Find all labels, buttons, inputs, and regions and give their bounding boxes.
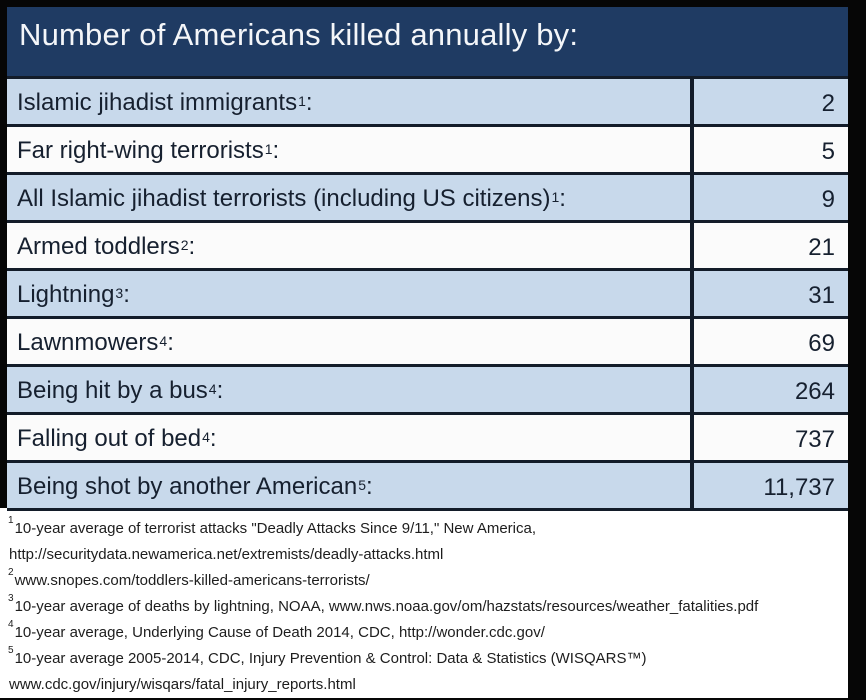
footnote-sup: 3 bbox=[8, 594, 14, 604]
row-label-colon: : bbox=[216, 377, 224, 404]
footnote-marker: 5 bbox=[358, 477, 367, 493]
footnote-text: http://securitydata.newamerica.net/extremists/deadly-attacks.html bbox=[9, 546, 444, 563]
footnote-marker: 4 bbox=[208, 381, 217, 397]
table-row bbox=[7, 364, 848, 412]
row-value: 11,737 bbox=[690, 463, 848, 508]
table-row bbox=[7, 172, 848, 220]
row-label-text: Armed toddlers bbox=[17, 233, 180, 260]
frame-top bbox=[0, 0, 866, 7]
row-value: 5 bbox=[690, 127, 848, 172]
row-label-text: Lightning bbox=[17, 281, 115, 308]
footnote-sup: 1 bbox=[8, 516, 14, 526]
row-label-text: All Islamic jihadist terrorists (including US citizens) bbox=[17, 185, 551, 212]
row-label-colon: : bbox=[272, 137, 280, 164]
table-row bbox=[7, 124, 848, 172]
row-label-text: Islamic jihadist immigrants bbox=[17, 89, 298, 116]
table-row bbox=[7, 268, 848, 316]
row-label-text: Lawnmowers bbox=[17, 329, 159, 356]
table-title-bar bbox=[7, 7, 848, 76]
footnote-line bbox=[8, 620, 848, 646]
row-value: 2 bbox=[690, 79, 848, 124]
row-label bbox=[7, 175, 690, 220]
footnote-sup: 4 bbox=[8, 620, 14, 630]
row-label-colon: : bbox=[167, 329, 174, 356]
footnotes-section bbox=[0, 511, 848, 698]
footnote-sup: 2 bbox=[8, 568, 14, 578]
statistics-table bbox=[7, 76, 848, 512]
row-label bbox=[7, 127, 690, 172]
footnote-text: www.snopes.com/toddlers-killed-americans-terrorists/ bbox=[14, 572, 370, 589]
footnote-line bbox=[8, 594, 848, 620]
row-label-text: Far right-wing terrorists bbox=[17, 137, 264, 164]
table-row bbox=[7, 76, 848, 124]
row-label-text: Being hit by a bus bbox=[17, 377, 208, 404]
row-label-colon: : bbox=[188, 233, 196, 260]
row-value: 9 bbox=[690, 175, 848, 220]
footnote-line bbox=[8, 672, 848, 698]
table-row bbox=[7, 316, 848, 364]
row-label bbox=[7, 415, 690, 460]
footnote-text: 10-year average, Underlying Cause of Death 2014, CDC, http://wonder.cdc.gov/ bbox=[14, 624, 545, 641]
row-label bbox=[7, 223, 690, 268]
row-value: 69 bbox=[690, 319, 848, 364]
footnote-line bbox=[8, 646, 848, 672]
footnote-marker: 3 bbox=[115, 285, 124, 301]
row-value: 264 bbox=[690, 367, 848, 412]
footnote-marker: 2 bbox=[180, 237, 189, 253]
row-label-colon: : bbox=[209, 425, 217, 452]
footnote-marker: 1 bbox=[298, 93, 306, 109]
footnote-text: www.cdc.gov/injury/wisqars/fatal_injury_reports.html bbox=[9, 676, 356, 693]
row-label bbox=[7, 319, 690, 364]
table-row bbox=[7, 220, 848, 268]
footnote-marker: 1 bbox=[264, 141, 273, 157]
row-label bbox=[7, 271, 690, 316]
row-label bbox=[7, 367, 690, 412]
row-label-colon: : bbox=[366, 473, 373, 500]
row-label bbox=[7, 79, 690, 124]
page-title: Number of Americans killed annually by: bbox=[19, 17, 579, 52]
row-value: 737 bbox=[690, 415, 848, 460]
footnote-text: 10-year average of deaths by lightning, NOAA, www.nws.noaa.gov/om/hazstats/resources/weather_fatalities.pdf bbox=[14, 598, 759, 615]
row-label bbox=[7, 463, 690, 508]
frame-right bbox=[848, 0, 866, 700]
row-label-text: Falling out of bed bbox=[17, 425, 202, 452]
row-label-text: Being shot by another American bbox=[17, 473, 358, 500]
footnote-marker: 4 bbox=[202, 429, 210, 445]
footnote-text: 10-year average of terrorist attacks "Deadly Attacks Since 9/11," New America, bbox=[14, 520, 536, 537]
footnote-line bbox=[8, 542, 848, 568]
footnote-marker: 1 bbox=[551, 189, 560, 205]
row-label-colon: : bbox=[305, 89, 313, 116]
row-value: 21 bbox=[690, 223, 848, 268]
row-value: 31 bbox=[690, 271, 848, 316]
frame-left bbox=[0, 0, 7, 508]
footnote-text: 10-year average 2005-2014, CDC, Injury Prevention & Control: Data & Statistics (WISQARS™) bbox=[14, 650, 647, 667]
footnote-line bbox=[8, 516, 848, 542]
footnote-line bbox=[8, 568, 848, 594]
footnote-marker: 4 bbox=[159, 333, 168, 349]
row-label-colon: : bbox=[123, 281, 130, 308]
table-row bbox=[7, 412, 848, 460]
footnote-sup: 5 bbox=[8, 646, 14, 656]
row-label-colon: : bbox=[559, 185, 566, 212]
table-row bbox=[7, 460, 848, 508]
